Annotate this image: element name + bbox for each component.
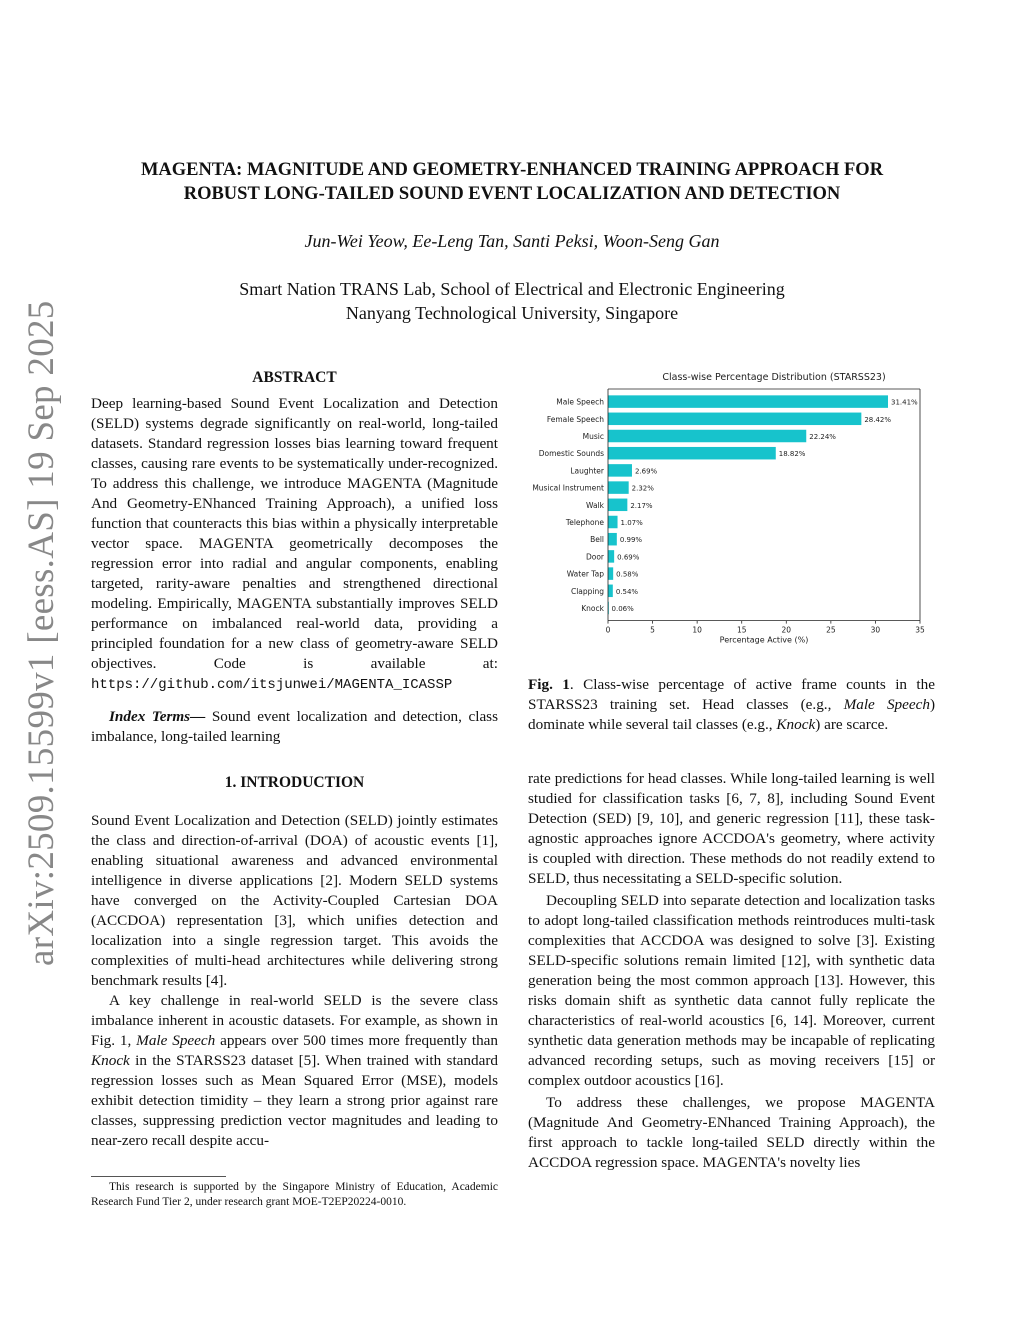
bar-music [608,430,806,443]
bar-domestic-sounds [608,447,776,460]
index-terms [91,707,498,747]
category-label: Music [582,432,604,441]
value-label: 0.58% [616,570,639,579]
bar-female-speech [608,413,861,426]
index-terms-text: Sound event localization and detection, class imbalance, long-tailed learning [91,708,499,745]
footnote-rule [91,1176,226,1177]
paper-title [70,158,954,206]
left-column [91,368,498,1151]
abstract-heading: ABSTRACT [252,369,337,386]
x-tick-label: 30 [870,625,881,635]
category-label: Male Speech [556,397,604,407]
bar-clapping [608,585,613,598]
category-label: Bell [590,535,604,545]
caption-part-b: ) dominate while several tail classes (e.g., [528,696,936,733]
x-tick-label: 0 [605,625,611,635]
affiliation-line-2: Nanyang Technological University, Singapore [345,303,679,323]
value-label: 31.41% [890,398,918,407]
bar-telephone [608,516,618,529]
right-paragraph-2: Decoupling SELD into separate detection and localization tasks to adopt long-tailed classification methods reintroduces multi-task complexities that ACCDOA was designed to solve [3]. Existing SELD-specific solutions remain limited [12], with synthetic data generation being the most common approach [13]. However, this risks domain shift as synthetic data cannot fully replicate the characteristics of real-world acoustics [6, 14]. Moreover, current synthetic data generation methods may be incapable of replicating advanced recording setups, such as moving receivers [15] or complex outdoor acoustics [16]. [528,892,935,1089]
value-label: 0.06% [611,605,634,613]
title-line-1: MAGENTA: MAGNITUDE AND GEOMETRY-ENHANCED TRAINING APPROACH FOR [140,160,884,180]
right-column [528,769,935,1173]
intro-paragraph-1: Sound Event Localization and Detection (SELD) jointly estimates the class and direction-of-arrival (DOA) of acoustic events [1], enabling situational awareness and advanced environmental intelligence in diverse applications [2]. Modern SELD systems have converged on the Activity-Coupled Cartesian DOA (ACCDOA) representation [3], which unifies detection and localization into a single regression target. This avoids the complexities of multi-head architectures while delivering strong benchmark results [4]. [91,812,498,989]
title-line-2: ROBUST LONG-TAILED SOUND EVENT LOCALIZATION AND DETECTION [183,184,841,204]
figure-caption [528,675,935,735]
value-label: 1.07% [620,519,643,527]
x-tick-label: 25 [826,625,836,635]
category-label: Clapping [570,586,604,596]
footnote [91,1180,498,1210]
category-label: Telephone [565,518,604,527]
caption-label: Fig. 1 [528,676,570,693]
abstract-text: Deep learning-based Sound Event Localization and Detection (SELD) systems degrade significantly on real-world, long-tailed datasets. Standard regression losses bias learning toward frequent classes, causing rare events to be systematically under-recognized. To address this challenge, we introduce MAGENTA (Magnitude And Geometry-ENhanced Training Approach), a unified loss function that counteracts this bias within a physically interpretable vector space. MAGENTA geometrically decomposes the regression error into radial and angular components, enabling targeted, rarity-aware penalties and strengthened directional modeling. Empirically, MAGENTA substantially improves SELD performance on imbalanced real-world data, providing a principled foundation for a new class of geometry-aware SELD objectives. Code is available at: [91,395,498,672]
chart-title: Class-wise Percentage Distribution (STARSS23) [662,372,886,383]
bar-door [608,550,614,563]
value-label: 2.32% [631,484,654,493]
caption-knock: Knock [776,716,816,733]
x-tick-label: 20 [781,625,792,635]
abstract-body [91,394,498,695]
right-paragraph-1: rate predictions for head classes. While long-tailed learning is well studied for classification tasks [6, 7, 8], including Sound Event Detection (SED) [9, 10], and generic regression [11], these task-agnostic approaches ignore ACCDOA's geometry, where activity is coupled with direction. These methods do not readily extend to SELD, thus necessitating a SELD-specific solution. [528,770,935,887]
value-label: 0.54% [615,587,639,596]
affiliation [0,277,1024,325]
intro-p2-male-speech: Male Speech [136,1032,216,1049]
footnote-text: This research is supported by the Singapore Ministry of Education, Academic Research Fund Tier 2, under research grant MOE-T2EP20224-0010. [91,1181,498,1208]
category-label: Water Tap [566,569,604,579]
bar-bell [608,533,617,546]
authors: Jun-Wei Yeow, Ee-Leng Tan, Santi Peksi, Woon-Seng Gan [304,231,720,251]
intro-paragraph-2 [91,991,498,1151]
category-label: Walk [586,500,604,510]
class-distribution-chart [528,365,948,665]
x-axis-label: Percentage Active (%) [719,635,809,645]
intro-p2-part-b: appears over 500 times more frequently than [220,1032,499,1049]
value-label: 18.82% [778,450,806,459]
x-tick-label: 15 [736,625,747,635]
bar-laughter [608,464,632,477]
bar-musical-instrument [608,481,629,494]
intro-p2-part-a: A key challenge in real-world SELD is the severe class imbalance inherent in acoustic datasets. For example, as shown in Fig. 1, [91,992,498,1049]
intro-heading: 1. INTRODUCTION [224,774,365,791]
category-label: Musical Instrument [532,483,604,493]
caption-male-speech: Male Speech [843,696,930,713]
index-terms-label: Index Terms— [109,708,206,725]
bar-walk [608,499,627,512]
category-label: Laughter [570,466,604,476]
x-tick-label: 10 [692,625,702,635]
category-label: Knock [581,604,604,613]
arxiv-watermark: arXiv:2509.15599v1 [eess.AS] 19 Sep 2025 [21,300,62,966]
category-label: Female Speech [546,414,604,424]
value-label: 28.42% [864,415,892,424]
code-link[interactable]: https://github.com/itsjunwei/MAGENTA_ICASSP [91,677,453,693]
right-paragraph-3: To address these challenges, we propose MAGENTA (Magnitude And Geometry-ENhanced Training Approach), the first approach to tackle long-tailed SELD directly within the ACCDOA regression space. MAGENTA's novelty lies [528,1094,935,1171]
value-label: 2.17% [630,501,653,510]
caption-part-c: ) are scarce. [815,716,889,733]
value-label: 2.69% [634,467,658,476]
caption-part-a: . Class-wise percentage of active frame counts in the STARSS23 training set. Head classes (e.g., [528,676,935,713]
value-label: 22.24% [809,433,836,441]
category-label: Door [585,552,604,562]
value-label: 0.69% [617,553,640,562]
affiliation-line-1: Smart Nation TRANS Lab, School of Electrical and Electronic Engineering [239,279,785,299]
x-tick-label: 5 [650,625,655,635]
intro-p2-knock: Knock [91,1052,130,1069]
value-label: 0.99% [619,536,643,545]
bar-male-speech [608,395,888,408]
intro-p2-part-c: in the STARSS23 dataset [5]. When trained with standard regression losses such as Mean Squared Error (MSE), models exhibit detection timidity – they learn a strong prior against rare classes, suppressing prediction vector magnitudes and leading to near-zero recall despite accu- [91,1052,498,1149]
category-label: Domestic Sounds [538,449,604,459]
bar-water-tap [608,567,613,580]
x-tick-label: 35 [915,625,925,635]
